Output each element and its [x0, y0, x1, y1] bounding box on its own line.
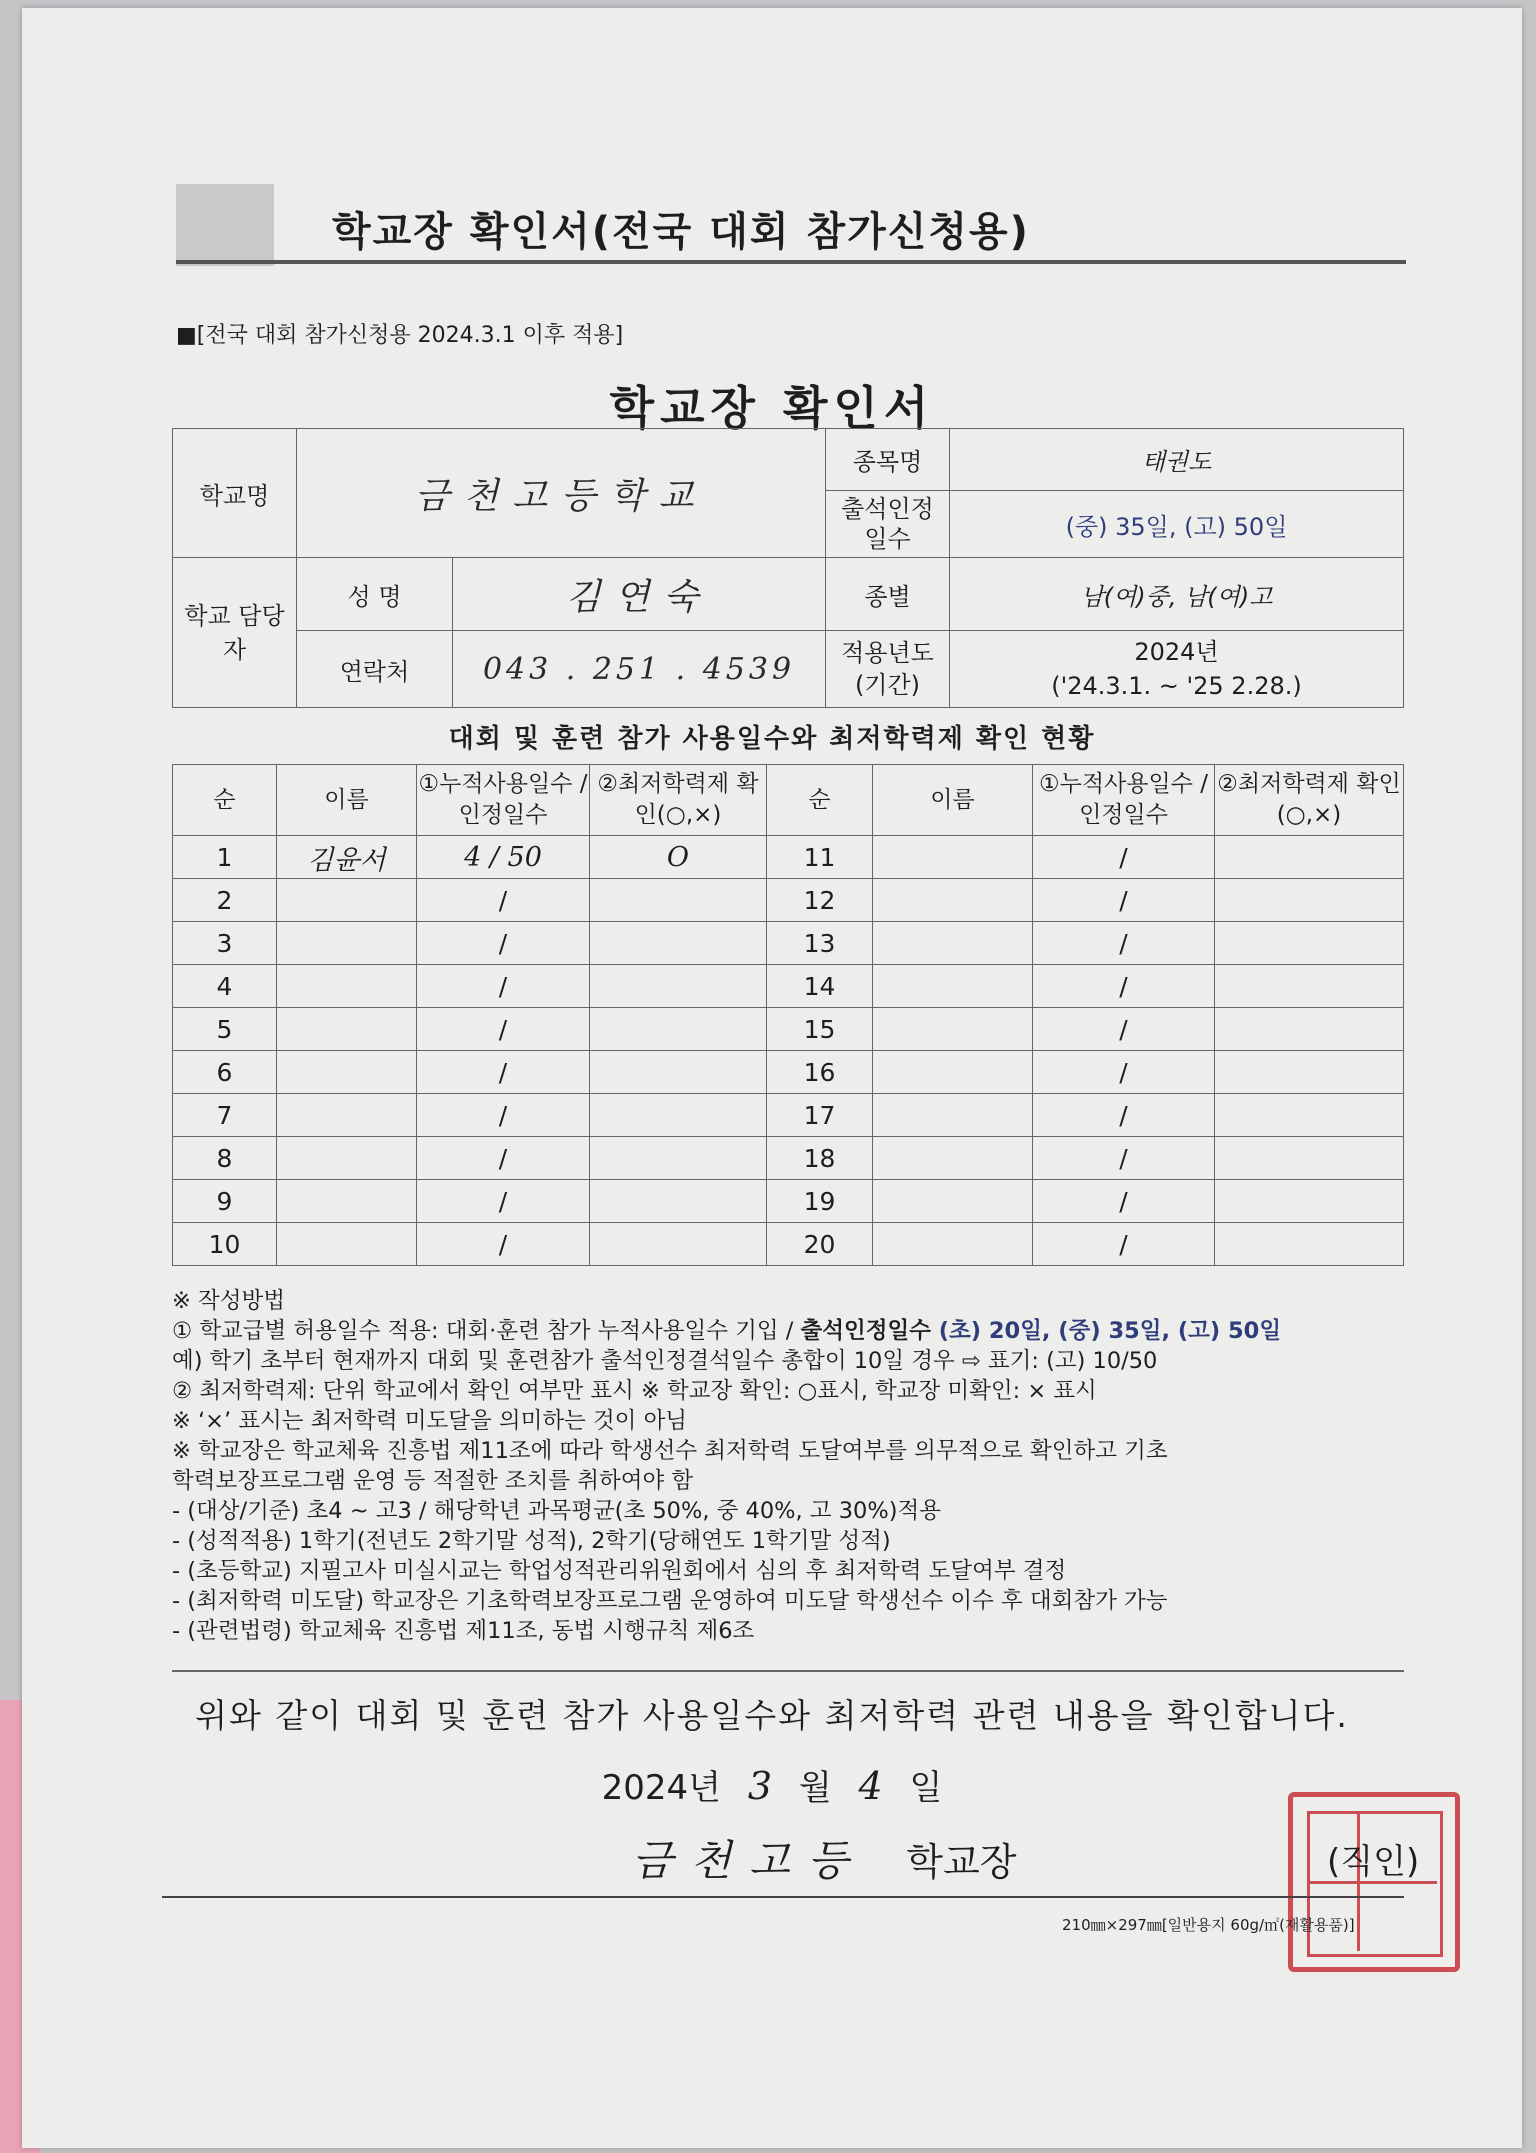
- header-no-2: 순: [767, 765, 873, 836]
- row-days: /: [417, 965, 590, 1008]
- row-name: [873, 1008, 1033, 1051]
- row-name: [873, 922, 1033, 965]
- header-no: 순: [173, 765, 277, 836]
- row-no: 13: [767, 922, 873, 965]
- row-no: 7: [173, 1094, 277, 1137]
- note-8: - (초등학교) 지필고사 미실시교는 학업성적관리위원회에서 심의 후 최저학력 도달여부 결정: [172, 1558, 1067, 1584]
- row-name: [277, 1008, 417, 1051]
- paper-spec: 210㎜×297㎜[일반용지 60g/㎡(재활용품)]: [1062, 1916, 1355, 1934]
- row-name: [873, 1094, 1033, 1137]
- signature-school: 금천고등: [632, 1836, 867, 1885]
- table-row: [173, 1008, 1404, 1051]
- attendance-label: 출석인정 일수: [826, 491, 950, 558]
- row-name: [277, 1223, 417, 1266]
- header-name-2: 이름: [873, 765, 1033, 836]
- divider: [172, 1670, 1404, 1672]
- footer-rule: [162, 1896, 1404, 1898]
- header-block: [176, 184, 274, 266]
- row-no: 19: [767, 1180, 873, 1223]
- row-no: 6: [173, 1051, 277, 1094]
- row-name: [277, 965, 417, 1008]
- row-check: [590, 922, 767, 965]
- manager-label: 학교 담당자: [173, 558, 297, 708]
- row-days: /: [417, 922, 590, 965]
- seal-label: (직인): [1327, 1842, 1420, 1882]
- row-name: [277, 1180, 417, 1223]
- row-no: 17: [767, 1094, 873, 1137]
- note-5: 학력보장프로그램 운영 등 적절한 조치를 취하여야 함: [172, 1468, 694, 1494]
- row-days: 4 / 50: [417, 836, 590, 879]
- table-row: [173, 879, 1404, 922]
- row-no: 10: [173, 1223, 277, 1266]
- row-name: [873, 1223, 1033, 1266]
- row-no: 9: [173, 1180, 277, 1223]
- note-1c: (초) 20일, (중) 35일, (고) 50일: [938, 1318, 1282, 1344]
- row-check: [590, 1137, 767, 1180]
- row-check: [1215, 1137, 1404, 1180]
- row-check: [1215, 836, 1404, 879]
- row-days: /: [417, 1223, 590, 1266]
- row-name: [873, 836, 1033, 879]
- row-no: 1: [173, 836, 277, 879]
- row-days: /: [1033, 1223, 1215, 1266]
- row-check: [1215, 1008, 1404, 1051]
- date-month: 3: [747, 1764, 773, 1808]
- event-label: 종목명: [826, 429, 950, 491]
- row-days: /: [1033, 1008, 1215, 1051]
- table-row: [173, 1137, 1404, 1180]
- note-10: - (관련법령) 학교체육 진흥법 제11조, 동법 시행규칙 제6조: [172, 1618, 755, 1644]
- row-name: [277, 1137, 417, 1180]
- form-title: 학교장 확인서(전국 대회 참가신청용): [332, 209, 1030, 255]
- header-check-2: ②최저학력제 확인(○,×): [1215, 765, 1404, 836]
- row-check: [590, 1051, 767, 1094]
- row-days: /: [417, 1137, 590, 1180]
- row-check: O: [590, 836, 767, 879]
- row-check: [1215, 1051, 1404, 1094]
- name-value: 김연숙: [453, 558, 826, 631]
- row-days: /: [1033, 922, 1215, 965]
- table-row: [173, 965, 1404, 1008]
- instructions: [172, 1286, 1422, 1646]
- row-check: [590, 1094, 767, 1137]
- signature-title: 학교장: [906, 1840, 1017, 1884]
- row-name: 김윤서: [277, 836, 417, 879]
- confirm-statement: 위와 같이 대회 및 훈련 참가 사용일수와 최저학력 관련 내용을 확인합니다.: [195, 1696, 1349, 1735]
- row-name: [873, 879, 1033, 922]
- row-check: [1215, 879, 1404, 922]
- row-check: [1215, 1180, 1404, 1223]
- row-check: [590, 1223, 767, 1266]
- row-name: [277, 922, 417, 965]
- header-rule: [176, 260, 1406, 264]
- row-name: [277, 1094, 417, 1137]
- note-2: ② 최저학력제: 단위 학교에서 확인 여부만 표시 ※ 학교장 확인: ○표시, 학교장 미확인: × 표시: [172, 1378, 1097, 1404]
- note-4: ※ 학교장은 학교체육 진흥법 제11조에 따라 학생선수 최저학력 도달여부를 의무적으로 확인하고 기초: [172, 1438, 1168, 1464]
- contact-value: 043 . 251 . 4539: [453, 631, 826, 708]
- row-check: [590, 879, 767, 922]
- row-days: /: [417, 1094, 590, 1137]
- table-row: [173, 1180, 1404, 1223]
- notes-heading: ※ 작성방법: [172, 1288, 285, 1314]
- header-check: ②최저학력제 확인(○,×): [590, 765, 767, 836]
- gender-value: 남(여)중, 남(여)고: [950, 558, 1404, 631]
- participation-table: [172, 764, 1404, 1266]
- table-row: [173, 922, 1404, 965]
- section-title: 대회 및 훈련 참가 사용일수와 최저학력제 확인 현황: [448, 724, 1096, 754]
- row-no: 8: [173, 1137, 277, 1180]
- row-days: /: [1033, 1137, 1215, 1180]
- header-days-2: ①누적사용일수 /인정일수: [1033, 765, 1215, 836]
- header-days: ①누적사용일수 /인정일수: [417, 765, 590, 836]
- table-row: [173, 836, 1404, 879]
- table-row: [173, 1051, 1404, 1094]
- header-name: 이름: [277, 765, 417, 836]
- date-day-unit: 일: [909, 1768, 943, 1808]
- note-9: - (최저학력 미도달) 학교장은 기초학력보장프로그램 운영하여 미도달 학생선수 이수 후 대회참가 가능: [172, 1588, 1168, 1614]
- note-1a: ① 학교급별 허용일수 적용: 대회·훈련 참가 누적사용일수 기입 /: [172, 1318, 801, 1344]
- event-value: 태권도: [950, 429, 1404, 491]
- row-check: [1215, 965, 1404, 1008]
- date-year: 2024년: [601, 1768, 722, 1808]
- signature-line: [632, 1828, 1016, 1888]
- note-7: - (성적적용) 1학기(전년도 2학기말 성적), 2학기(당해연도 1학기말 성적): [172, 1528, 891, 1554]
- row-no: 5: [173, 1008, 277, 1051]
- row-no: 3: [173, 922, 277, 965]
- table-row: [173, 1223, 1404, 1266]
- school-value: 금천고등학교: [297, 429, 826, 558]
- attendance-value: (중) 35일, (고) 50일: [950, 491, 1404, 558]
- period-value: ('24.3.1. ~ '25 2.28.): [1051, 672, 1302, 700]
- note-1b: 출석인정일수: [800, 1318, 939, 1344]
- row-name: [277, 1051, 417, 1094]
- row-days: /: [1033, 836, 1215, 879]
- year-label: 적용년도 (기간): [826, 631, 950, 708]
- row-days: /: [1033, 965, 1215, 1008]
- note-6: - (대상/기준) 초4 ~ 고3 / 해당학년 과목평균(초 50%, 중 40%, 고 30%)적용: [172, 1498, 941, 1524]
- row-days: /: [1033, 1180, 1215, 1223]
- row-no: 18: [767, 1137, 873, 1180]
- row-no: 15: [767, 1008, 873, 1051]
- row-check: [590, 965, 767, 1008]
- gender-label: 종별: [826, 558, 950, 631]
- row-no: 16: [767, 1051, 873, 1094]
- row-name: [873, 965, 1033, 1008]
- date-day: 4: [858, 1764, 883, 1808]
- row-check: [1215, 1223, 1404, 1266]
- table-row: [173, 1094, 1404, 1137]
- row-name: [277, 879, 417, 922]
- row-no: 12: [767, 879, 873, 922]
- row-check: [1215, 922, 1404, 965]
- row-no: 11: [767, 836, 873, 879]
- row-name: [873, 1137, 1033, 1180]
- row-no: 4: [173, 965, 277, 1008]
- row-check: [1215, 1094, 1404, 1137]
- note-3: ※ ‘×’ 표시는 최저학력 미도달을 의미하는 것이 아님: [172, 1408, 688, 1434]
- contact-label: 연락처: [297, 631, 453, 708]
- name-label: 성 명: [297, 558, 453, 631]
- row-name: [873, 1180, 1033, 1223]
- row-name: [873, 1051, 1033, 1094]
- row-days: /: [417, 1180, 590, 1223]
- school-label: 학교명: [173, 429, 297, 558]
- row-days: /: [417, 879, 590, 922]
- row-days: /: [417, 1051, 590, 1094]
- info-table: [172, 428, 1404, 708]
- row-no: 14: [767, 965, 873, 1008]
- note-1d: 예) 학기 초부터 현재까지 대회 및 훈련참가 출석인정결석일수 총합이 10일 경우 ⇨ 표기: (고) 10/50: [172, 1348, 1158, 1374]
- row-days: /: [1033, 1051, 1215, 1094]
- row-days: /: [417, 1008, 590, 1051]
- row-no: 2: [173, 879, 277, 922]
- date-month-unit: 월: [798, 1768, 832, 1808]
- row-no: 20: [767, 1223, 873, 1266]
- row-days: /: [1033, 879, 1215, 922]
- document-page: [22, 8, 1522, 2148]
- form-subnote: ■[전국 대회 참가신청용 2024.3.1 이후 적용]: [176, 323, 624, 348]
- row-check: [590, 1180, 767, 1223]
- row-check: [590, 1008, 767, 1051]
- main-title: 학교장 확인서: [609, 381, 935, 435]
- year-value: 2024년: [1134, 638, 1219, 666]
- row-days: /: [1033, 1094, 1215, 1137]
